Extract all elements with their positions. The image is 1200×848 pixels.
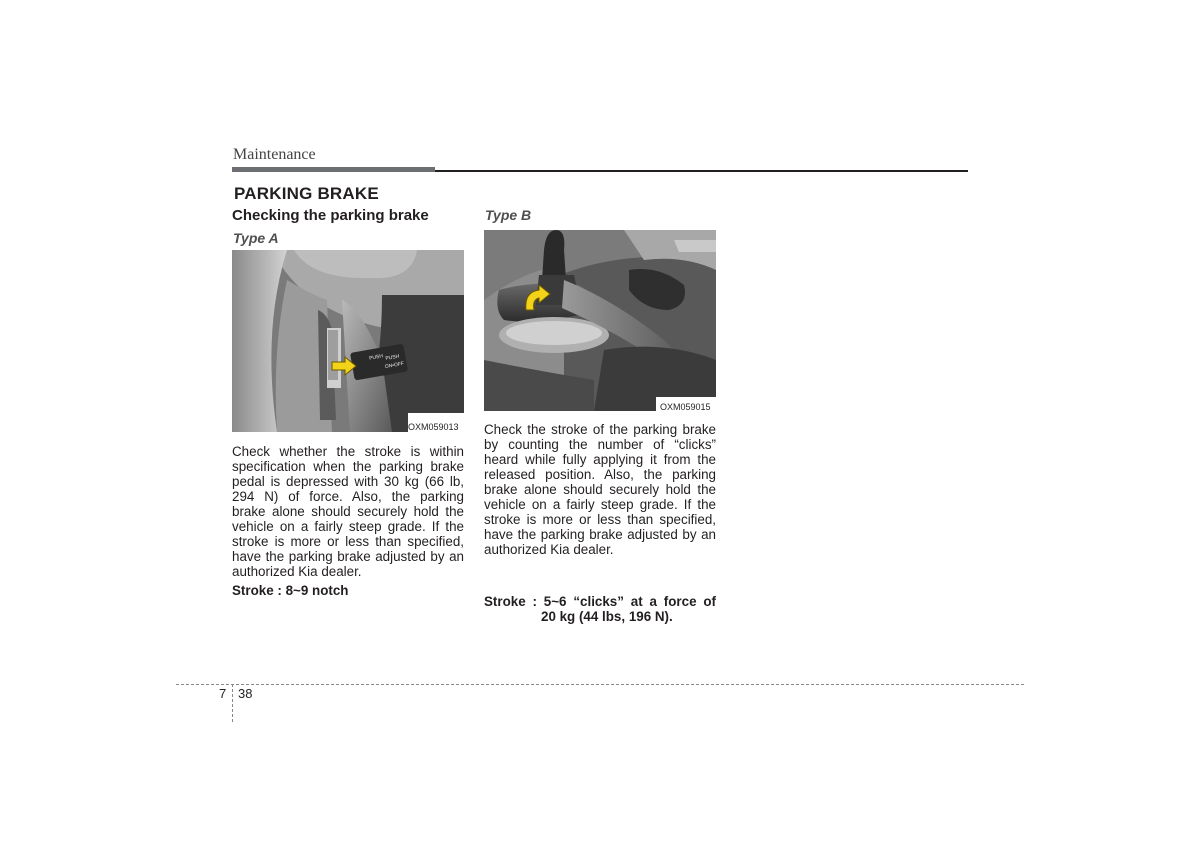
header-rule-thin (435, 170, 968, 172)
pedal-push-text-1: PUSH (368, 353, 384, 362)
footer-divider (232, 684, 233, 722)
chapter-number: 7 (219, 686, 227, 701)
subsection-title: Checking the parking brake (232, 207, 429, 224)
page-number: 38 (238, 686, 253, 701)
type-b-body: Check the stroke of the parking brake by counting the number of “clicks” heard while fully applying it from the released position. Also, the parking brake alone should securely hold the vehicle on a fairly steep grade. If the stroke is more or less than specified, have the parking brake adjusted by an authorized Kia dealer. (484, 422, 716, 557)
type-b-label: Type B (485, 207, 532, 223)
pedal-push-text-2: PUSH (385, 353, 400, 362)
section-title: PARKING BRAKE (234, 184, 379, 203)
footer-rule (176, 684, 1024, 685)
type-a-stroke: Stroke : 8~9 notch (232, 583, 349, 598)
type-a-image-code: OXM059013 (408, 422, 459, 432)
type-b-stroke-line1: Stroke : 5~6 “clicks” at a force of (484, 594, 716, 609)
type-a-photo (232, 250, 464, 432)
type-b-photo (484, 230, 716, 411)
pedal-onoff-text: ON•OFF (384, 360, 405, 371)
running-header: Maintenance (233, 146, 316, 163)
type-a-body: Check whether the stroke is within specification when the parking brake pedal is depressed with 30 kg (66 lb, 294 N) of force. Also, the parking brake alone should securely hold the vehicle on a fairly steep grade. If the stroke is more or less than specified, have the parking brake adjusted by an authorized Kia dealer. (232, 444, 464, 579)
type-b-stroke-line2: 20 kg (44 lbs, 196 N). (541, 609, 673, 624)
header-rule-thick (232, 167, 435, 172)
type-b-image-code: OXM059015 (660, 402, 711, 412)
type-a-label: Type A (233, 230, 279, 246)
